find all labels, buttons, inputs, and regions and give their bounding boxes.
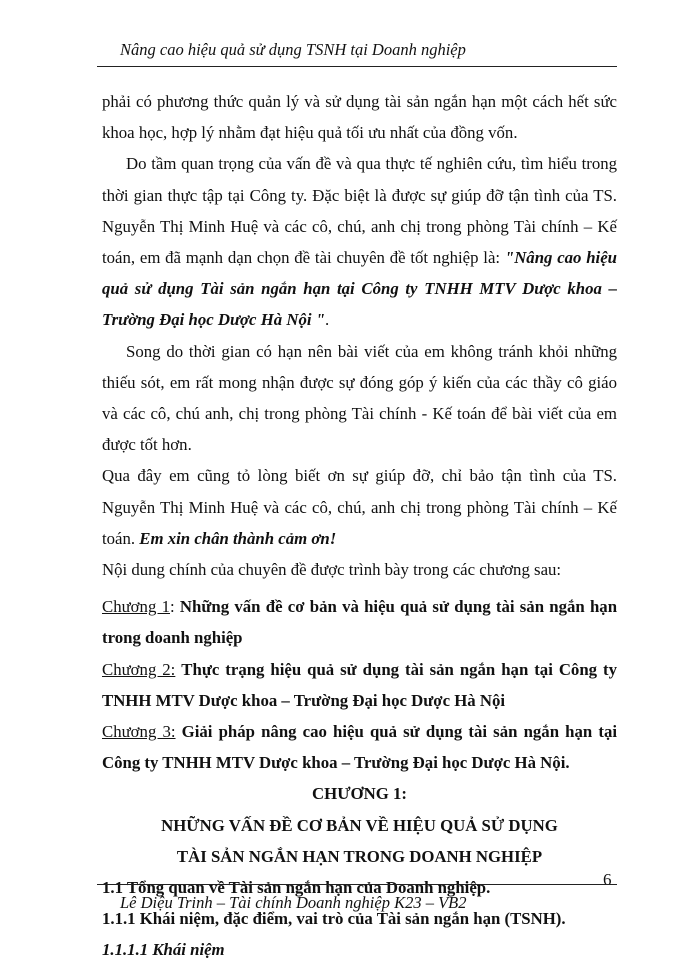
chapter-list-item-1: [102, 591, 617, 653]
chapter-3-title: Giải pháp nâng cao hiệu quả sử dụng tài sản ngắn hạn tại Công ty TNHH MTV Dược khoa – Trường Đại học Dược Hà Nội.: [102, 722, 617, 773]
footer-rule: [97, 884, 617, 885]
thesis-topic: "Nâng cao hiệu quả sử dụng Tài sản ngắn hạn tại Công ty TNHH MTV Dược khoa – Trường Đại học Dược Hà Nội ": [102, 248, 618, 330]
section-1-1-1-heading: 1.1.1 Khái niệm, đặc điểm, vai trò của Tài sản ngắn hạn (TSNH).: [102, 909, 566, 929]
section-1-1-1-1-heading: 1.1.1.1 Khái niệm: [102, 940, 225, 960]
page-header: Nâng cao hiệu quả sử dụng TSNH tại Doanh nghiệp: [120, 40, 466, 59]
header-rule: [97, 66, 617, 67]
section-1-1-heading: 1.1 Tổng quan về Tài sản ngắn hạn của Doanh nghiệp.: [102, 878, 491, 898]
chapter-title-line-2: TÀI SẢN NGẮN HẠN TRONG DOANH NGHIỆP: [176, 846, 543, 866]
chapter-2-title: Thực trạng hiệu quả sử dụng tài sản ngắn hạn tại Công ty TNHH MTV Dược khoa – Trường Đại học Dược Hà Nội: [102, 659, 617, 710]
paragraph-2-text: Do tầm quan trọng của vấn đề và qua thực tế nghiên cứu, tìm hiểu trong thời gian thực tập tại Công ty. Đặc biệt là được sự giúp đỡ tận tình của TS. Nguyễn Thị Minh Huệ và các cô, chú, anh chị trong phòng Tài chính – Kế toán, em đã mạnh dạn chọn đề tài chuyên đề tốt nghiệp là:: [102, 154, 617, 268]
paragraph-2: [102, 148, 617, 335]
paragraph-1: phải có phương thức quản lý và sử dụng tài sản ngắn hạn một cách hết sức khoa học, hợp lý nhằm đạt hiệu quả tối ưu nhất của đồng vốn.: [102, 92, 617, 143]
page-content: [102, 86, 617, 966]
paragraph-4-text: Qua đây em cũng tỏ lòng biết ơn sự giúp đỡ, chỉ bảo tận tình của TS. Nguyễn Thị Minh Huệ và các cô, chú, anh chị trong phòng Tài chính – Kế toán.: [102, 466, 617, 548]
chapter-title-line-1: NHỮNG VẤN ĐỀ CƠ BẢN VỀ HIỆU QUẢ SỬ DỤNG: [161, 815, 558, 835]
paragraph-4: [102, 460, 617, 554]
chapter-1-sep: :: [169, 597, 180, 617]
paragraph-2-end: .: [325, 310, 330, 330]
chapter-list-item-2: [102, 654, 617, 716]
chapter-3-label: Chương 3:: [102, 722, 176, 742]
paragraph-3: Song do thời gian có hạn nên bài viết của em không tránh khỏi những thiếu sót, em rất mong nhận được sự đóng góp ý kiến của các thầy cô giáo và các cô, chú anh, chị trong phòng Tài chính - Kế toán để bài viết của em được tốt hơn.: [102, 341, 617, 455]
chapter-heading: CHƯƠNG 1:: [312, 784, 407, 804]
paragraph-5: Nội dung chính của chuyên đề được trình bày trong các chương sau:: [102, 560, 562, 580]
page-number: 6: [603, 870, 612, 889]
page-footer: Lê Diệu Trinh – Tài chính Doanh nghiệp K23 – VB2: [120, 893, 467, 912]
chapter-2-label: Chương 2:: [102, 659, 176, 679]
chapter-1-label: Chương 1: [102, 597, 170, 617]
chapter-1-title: Những vấn đề cơ bản và hiệu quả sử dụng tài sản ngắn hạn trong doanh nghiệp: [102, 597, 618, 648]
thanks-text: Em xin chân thành cảm ơn!: [139, 528, 337, 548]
chapter-list-item-3: [102, 716, 617, 778]
